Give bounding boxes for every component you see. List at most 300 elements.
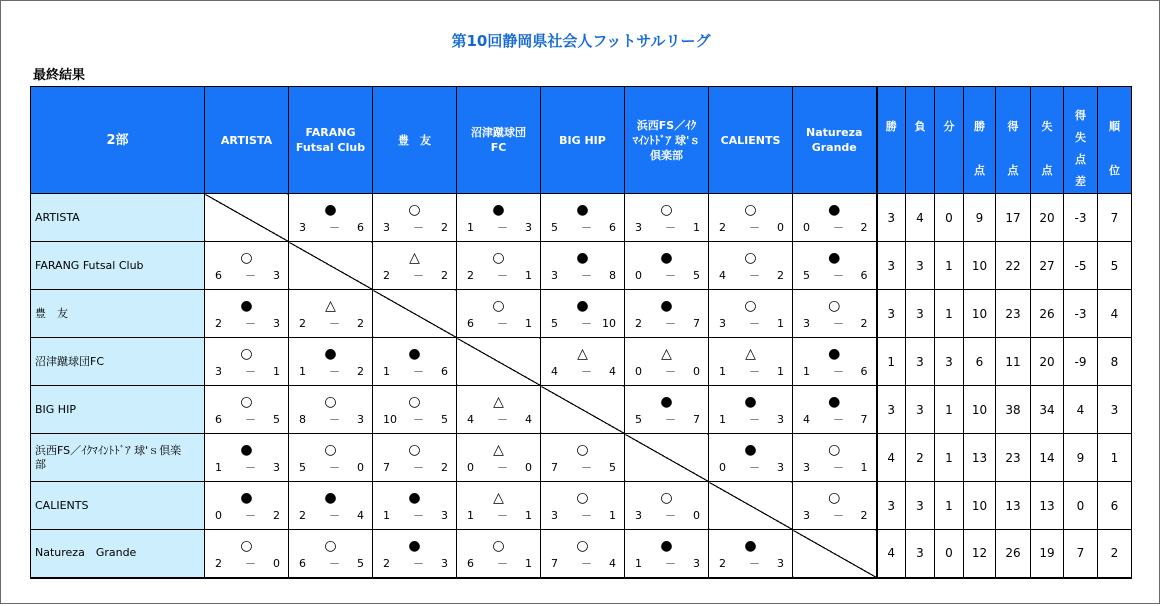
away-score: 1 — [777, 317, 784, 330]
away-score: 6 — [441, 365, 448, 378]
result-symbol-icon: ● — [576, 250, 589, 266]
stat-value: 20 — [1031, 338, 1064, 386]
match-result-cell — [793, 482, 877, 530]
score-dash: － — [581, 221, 592, 234]
score-dash: － — [665, 365, 676, 378]
home-score: 6 — [467, 317, 474, 330]
home-score: 1 — [719, 413, 726, 426]
stat-value: 4 — [877, 434, 906, 482]
away-score: 2 — [357, 317, 364, 330]
stat-header-char: 失 — [1041, 120, 1053, 133]
match-result-cell — [205, 290, 289, 338]
stat-value: 1 — [935, 482, 964, 530]
stat-header-char: 点 — [1007, 164, 1019, 177]
stat-value: 3 — [906, 290, 935, 338]
home-score: 0 — [803, 221, 810, 234]
result-symbol-icon: ○ — [324, 394, 337, 410]
result-symbol-icon: ● — [660, 394, 673, 410]
away-score: 4 — [609, 365, 616, 378]
stat-value: 8 — [1098, 338, 1132, 386]
team-name-cell — [31, 290, 205, 338]
stat-value: 13 — [1031, 482, 1064, 530]
stat-value: 1 — [877, 338, 906, 386]
result-symbol-icon: ● — [240, 442, 253, 458]
stat-value: 13 — [964, 434, 996, 482]
result-symbol-icon: ● — [744, 538, 757, 554]
result-symbol-icon: ● — [660, 538, 673, 554]
result-symbol-icon: △ — [493, 394, 504, 410]
match-result-cell — [457, 530, 541, 578]
result-symbol-icon: ● — [240, 490, 253, 506]
result-symbol-icon: ● — [576, 202, 589, 218]
away-score: 2 — [441, 269, 448, 282]
match-result-cell — [541, 242, 625, 290]
score-dash: － — [329, 461, 340, 474]
home-score: 6 — [215, 269, 222, 282]
team-name: BIG HIP — [35, 402, 76, 416]
match-result-cell — [709, 290, 793, 338]
team-header-line: FC — [490, 141, 507, 154]
stat-value: 26 — [1031, 290, 1064, 338]
away-score: 4 — [525, 413, 532, 426]
score-dash: － — [245, 365, 256, 378]
stat-value: 1 — [935, 290, 964, 338]
stat-value: 3 — [906, 530, 935, 578]
result-symbol-icon: ○ — [240, 250, 253, 266]
home-score: 7 — [551, 557, 558, 570]
result-symbol-icon: ○ — [744, 202, 757, 218]
home-score: 6 — [215, 413, 222, 426]
team-name: 豊 友 — [35, 306, 68, 320]
away-score: 3 — [777, 413, 784, 426]
home-score: 7 — [551, 461, 558, 474]
away-score: 1 — [525, 557, 532, 570]
stat-value: 38 — [996, 386, 1031, 434]
score-dash: － — [581, 365, 592, 378]
away-score: 1 — [860, 461, 868, 474]
diagonal-cell — [205, 194, 289, 242]
team-name-cell — [31, 482, 205, 530]
result-symbol-icon: ○ — [240, 346, 253, 362]
score-dash: － — [581, 317, 592, 330]
team-column-header — [541, 87, 625, 194]
home-score: 3 — [299, 221, 306, 234]
home-score: 1 — [383, 365, 390, 378]
stat-column-header — [1064, 87, 1098, 194]
match-result-cell — [205, 482, 289, 530]
team-column-header — [289, 87, 373, 194]
match-result-cell — [457, 194, 541, 242]
score-dash: － — [245, 557, 256, 570]
stat-column-header — [1031, 87, 1064, 194]
match-result-cell — [205, 338, 289, 386]
stat-value: 4 — [906, 194, 935, 242]
score-dash: － — [665, 413, 676, 426]
home-score: 3 — [803, 317, 810, 330]
result-symbol-icon: ● — [324, 490, 337, 506]
match-result-cell — [457, 482, 541, 530]
home-score: 6 — [299, 557, 306, 570]
score-dash: － — [413, 509, 424, 522]
result-symbol-icon: ○ — [408, 394, 421, 410]
team-header-line: BIG HIP — [559, 133, 606, 147]
score-dash: － — [245, 461, 256, 474]
result-symbol-icon: ● — [240, 298, 253, 314]
team-column-header — [457, 87, 541, 194]
table-row — [31, 530, 1132, 578]
score-dash: － — [581, 269, 592, 282]
team-name-cell — [31, 338, 205, 386]
match-result-cell — [373, 434, 457, 482]
result-symbol-icon: ● — [828, 202, 841, 218]
away-score: 5 — [693, 269, 700, 282]
stat-value: 7 — [1098, 194, 1132, 242]
score-dash: － — [749, 269, 760, 282]
home-score: 2 — [383, 557, 390, 570]
table-row — [31, 290, 1132, 338]
away-score: 4 — [609, 557, 616, 570]
team-header-line: Grande — [811, 141, 857, 154]
home-score: 1 — [467, 221, 474, 234]
result-symbol-icon: ○ — [660, 490, 673, 506]
stat-value: 17 — [996, 194, 1031, 242]
match-result-cell — [541, 338, 625, 386]
home-score: 3 — [635, 221, 642, 234]
away-score: 3 — [777, 557, 784, 570]
match-result-cell — [625, 530, 709, 578]
team-name: 沼津蹴球団FC — [35, 354, 105, 368]
match-result-cell — [709, 386, 793, 434]
away-score: 1 — [693, 221, 700, 234]
home-score: 4 — [719, 269, 726, 282]
result-symbol-icon: △ — [745, 346, 756, 362]
away-score: 2 — [860, 221, 868, 234]
match-result-cell — [373, 386, 457, 434]
away-score: 3 — [441, 557, 448, 570]
match-result-cell — [289, 530, 373, 578]
home-score: 3 — [215, 365, 222, 378]
away-score: 6 — [860, 365, 868, 378]
result-symbol-icon: ○ — [828, 298, 841, 314]
stat-value: 1 — [935, 242, 964, 290]
away-score: 5 — [357, 557, 364, 570]
score-dash: － — [749, 557, 760, 570]
result-symbol-icon: ○ — [744, 298, 757, 314]
stat-header-char: 負 — [914, 120, 926, 133]
result-symbol-icon: △ — [661, 346, 672, 362]
stat-value: 2 — [1098, 530, 1132, 578]
away-score: 1 — [525, 317, 532, 330]
stat-value: 9 — [1064, 434, 1098, 482]
stat-value: 19 — [1031, 530, 1064, 578]
score-dash: － — [749, 461, 760, 474]
score-dash: － — [497, 557, 508, 570]
stat-value: 3 — [906, 482, 935, 530]
stat-value: 1 — [1098, 434, 1132, 482]
diagonal-cell — [373, 290, 457, 338]
result-symbol-icon: ○ — [240, 538, 253, 554]
result-symbol-icon: ● — [828, 394, 841, 410]
home-score: 0 — [215, 509, 222, 522]
score-dash: － — [749, 317, 760, 330]
away-score: 0 — [693, 365, 700, 378]
stat-value: 27 — [1031, 242, 1064, 290]
stat-value: 3 — [877, 482, 906, 530]
home-score: 5 — [635, 413, 642, 426]
home-score: 3 — [719, 317, 726, 330]
team-name-cell — [31, 242, 205, 290]
team-column-header — [625, 87, 709, 194]
away-score: 6 — [609, 221, 616, 234]
match-result-cell — [541, 530, 625, 578]
team-name: Natureza Grande — [35, 546, 137, 560]
away-score: 5 — [609, 461, 616, 474]
stat-header-char: 点 — [974, 164, 985, 177]
stat-value: 6 — [1098, 482, 1132, 530]
result-symbol-icon: ○ — [492, 250, 505, 266]
stat-value: 10 — [964, 290, 996, 338]
team-name-cell — [31, 386, 205, 434]
stat-value: 26 — [996, 530, 1031, 578]
team-column-header — [709, 87, 793, 194]
away-score: 2 — [860, 317, 868, 330]
match-result-cell — [541, 194, 625, 242]
team-header-line: ARTISTA — [220, 133, 273, 147]
away-score: 2 — [357, 365, 364, 378]
diagonal-cell — [541, 386, 625, 434]
away-score: 10 — [602, 317, 616, 330]
score-dash: － — [665, 509, 676, 522]
score-dash: － — [413, 269, 424, 282]
away-score: 1 — [609, 509, 616, 522]
match-result-cell — [373, 482, 457, 530]
score-dash: － — [833, 461, 844, 474]
home-score: 5 — [551, 221, 558, 234]
stat-header-char: 分 — [943, 120, 955, 133]
score-dash: － — [665, 221, 676, 234]
stat-value: 4 — [1064, 386, 1098, 434]
score-dash: － — [665, 557, 676, 570]
match-result-cell — [541, 434, 625, 482]
home-score: 6 — [467, 557, 474, 570]
result-symbol-icon: ● — [408, 490, 421, 506]
away-score: 3 — [777, 461, 784, 474]
score-dash: － — [413, 221, 424, 234]
away-score: 2 — [273, 509, 280, 522]
stat-value: 10 — [964, 482, 996, 530]
stat-header-char: 順 — [1109, 120, 1120, 133]
stat-value: -5 — [1064, 242, 1098, 290]
stat-value: 4 — [1098, 290, 1132, 338]
home-score: 2 — [215, 317, 222, 330]
stat-value: 10 — [964, 386, 996, 434]
team-name: 部 — [35, 457, 46, 471]
match-result-cell — [205, 434, 289, 482]
home-score: 8 — [299, 413, 306, 426]
result-symbol-icon: ● — [408, 538, 421, 554]
away-score: 2 — [860, 509, 868, 522]
stat-value: 0 — [935, 194, 964, 242]
score-dash: － — [833, 221, 844, 234]
score-dash: － — [749, 413, 760, 426]
score-dash: － — [581, 461, 592, 474]
stat-value: 3 — [1098, 386, 1132, 434]
score-dash: － — [497, 461, 508, 474]
away-score: 1 — [273, 365, 280, 378]
stat-value: 3 — [877, 290, 906, 338]
stat-value: 13 — [996, 482, 1031, 530]
away-score: 2 — [441, 461, 448, 474]
team-header-line: CALIENTS — [720, 133, 781, 147]
away-score: 0 — [357, 461, 364, 474]
team-name-cell — [31, 434, 205, 482]
home-score: 3 — [551, 509, 558, 522]
score-dash: － — [245, 317, 256, 330]
stat-value: 7 — [1064, 530, 1098, 578]
score-dash: － — [497, 221, 508, 234]
away-score: 3 — [693, 557, 700, 570]
stat-value: 5 — [1098, 242, 1132, 290]
match-result-cell — [625, 194, 709, 242]
stat-value: 1 — [935, 386, 964, 434]
result-symbol-icon: △ — [493, 490, 504, 506]
away-score: 3 — [441, 509, 448, 522]
match-result-cell — [205, 242, 289, 290]
score-dash: － — [245, 413, 256, 426]
match-result-cell — [373, 338, 457, 386]
result-symbol-icon: ● — [408, 346, 421, 362]
result-symbol-icon: ○ — [576, 490, 589, 506]
away-score: 6 — [860, 269, 868, 282]
home-score: 0 — [719, 461, 726, 474]
score-dash: － — [833, 269, 844, 282]
table-row — [31, 434, 1132, 482]
result-symbol-icon: ● — [828, 250, 841, 266]
result-symbol-icon: △ — [577, 346, 588, 362]
away-score: 7 — [693, 317, 700, 330]
home-score: 2 — [383, 269, 390, 282]
result-symbol-icon: ○ — [408, 442, 421, 458]
diagonal-cell — [289, 242, 373, 290]
score-dash: － — [665, 269, 676, 282]
match-result-cell — [289, 290, 373, 338]
away-score: 3 — [357, 413, 364, 426]
home-score: 4 — [551, 365, 558, 378]
match-result-cell — [457, 386, 541, 434]
score-dash: － — [329, 557, 340, 570]
stat-value: 6 — [964, 338, 996, 386]
result-symbol-icon: ○ — [744, 250, 757, 266]
header-row — [31, 87, 1132, 194]
result-symbol-icon: ○ — [492, 298, 505, 314]
stat-header-char: 得 — [1007, 120, 1019, 133]
home-score: 7 — [383, 461, 390, 474]
stat-column-header — [1098, 87, 1132, 194]
score-dash: － — [497, 269, 508, 282]
table-row — [31, 482, 1132, 530]
away-score: 5 — [273, 413, 280, 426]
stat-header-char: 差 — [1075, 175, 1086, 188]
section-title: 最終結果 — [33, 68, 86, 83]
stat-header-char: 勝 — [885, 120, 897, 133]
home-score: 2 — [635, 317, 642, 330]
team-column-header — [793, 87, 877, 194]
away-score: 3 — [273, 461, 280, 474]
result-symbol-icon: ● — [576, 298, 589, 314]
team-name: 浜西FS／ｲｸﾏｲﾝﾄﾄﾞｱ 球'ｓ倶楽 — [35, 443, 182, 457]
home-score: 4 — [803, 413, 810, 426]
match-result-cell — [709, 194, 793, 242]
away-score: 7 — [860, 413, 868, 426]
team-name: FARANG Futsal Club — [35, 258, 144, 272]
diagonal-cell — [793, 530, 877, 578]
result-symbol-icon: ○ — [324, 442, 337, 458]
table-row — [31, 338, 1132, 386]
match-result-cell — [289, 194, 373, 242]
result-symbol-icon: ○ — [492, 538, 505, 554]
match-result-cell — [709, 338, 793, 386]
score-dash: － — [833, 317, 844, 330]
match-result-cell — [793, 194, 877, 242]
match-result-cell — [625, 386, 709, 434]
stat-value: 3 — [935, 338, 964, 386]
team-header-line: 浜西FS／ｲｸ — [636, 118, 697, 132]
score-dash: － — [749, 365, 760, 378]
match-result-cell — [289, 482, 373, 530]
team-header-line: Futsal Club — [295, 141, 366, 154]
home-score: 2 — [719, 557, 726, 570]
score-dash: － — [329, 221, 340, 234]
score-dash: － — [497, 317, 508, 330]
match-result-cell — [625, 338, 709, 386]
home-score: 1 — [803, 365, 810, 378]
home-score: 1 — [299, 365, 306, 378]
score-dash: － — [413, 413, 424, 426]
away-score: 3 — [273, 269, 280, 282]
match-result-cell — [457, 242, 541, 290]
home-score: 0 — [635, 365, 642, 378]
match-result-cell — [541, 290, 625, 338]
result-symbol-icon: △ — [493, 442, 504, 458]
stat-header-char: 位 — [1109, 164, 1120, 177]
result-symbol-icon: ○ — [408, 202, 421, 218]
score-dash: － — [665, 317, 676, 330]
result-symbol-icon: ○ — [576, 442, 589, 458]
away-score: 1 — [777, 365, 784, 378]
stat-header-char: 得 — [1075, 109, 1086, 122]
away-score: 5 — [441, 413, 448, 426]
match-result-cell — [289, 434, 373, 482]
away-score: 8 — [609, 269, 616, 282]
score-dash: － — [581, 557, 592, 570]
score-dash: － — [329, 509, 340, 522]
score-dash: － — [497, 509, 508, 522]
stat-value: 3 — [877, 194, 906, 242]
team-name: ARTISTA — [35, 210, 80, 224]
stat-value: 22 — [996, 242, 1031, 290]
home-score: 2 — [215, 557, 222, 570]
score-dash: － — [413, 461, 424, 474]
score-dash: － — [413, 365, 424, 378]
score-dash: － — [833, 365, 844, 378]
home-score: 3 — [383, 221, 390, 234]
diagonal-cell — [625, 434, 709, 482]
team-name: CALIENTS — [35, 498, 89, 512]
stat-value: 12 — [964, 530, 996, 578]
table-row — [31, 386, 1132, 434]
team-header-line: 倶楽部 — [650, 148, 683, 162]
home-score: 4 — [467, 413, 474, 426]
